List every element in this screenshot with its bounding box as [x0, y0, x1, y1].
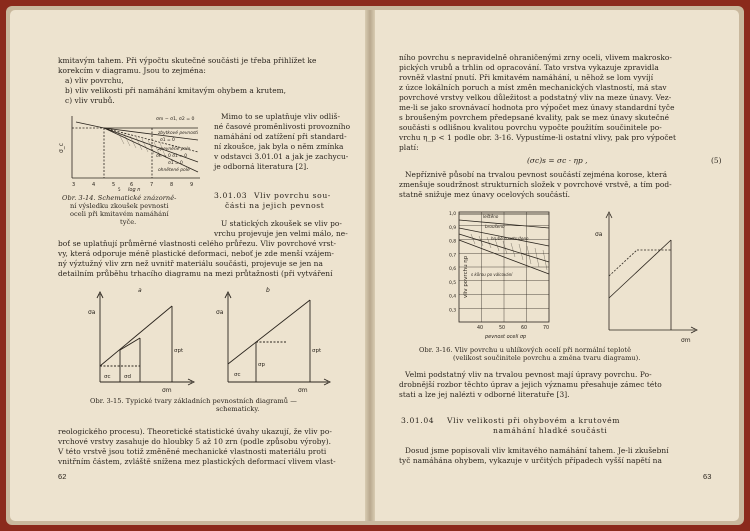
figure-caption: tyče.: [120, 218, 137, 226]
tick-label: 50: [499, 326, 506, 331]
axis-label-y: vliv povrchu ηp: [463, 255, 469, 298]
text-line: statně snižuje mez únavy ocelových součástí.: [399, 190, 571, 199]
chart-label: zpevněné pole: [158, 147, 191, 152]
chart-label: σc: [104, 374, 111, 380]
left-page: [10, 10, 365, 521]
section-number: 3.01.03: [214, 191, 248, 200]
chart-label: σd: [124, 374, 131, 380]
tick-label: 60: [521, 326, 528, 331]
text-line: Dosud jsme popisovali vliv kmitavého namáhání tahem. Je-li zkušební: [405, 446, 669, 455]
text-line: kmitavým tahem. Při výpočtu skutečné součásti je třeba přihlížet ke: [58, 56, 317, 65]
chart-label: σc: [234, 372, 241, 378]
list-item: a) vliv povrchu,: [65, 76, 124, 85]
text-line: reologického procesu). Theoretické statistické úvahy ukazují, že vliv po-: [58, 427, 332, 436]
page-number: 62: [58, 472, 67, 481]
tick-label: 1,0: [449, 212, 457, 217]
text-line: je odborná literatura [2].: [214, 162, 309, 171]
text-line: stati a lze jej nalézti v odborné literatuře [3].: [399, 390, 570, 399]
tick-label: 0,5: [449, 280, 457, 286]
subfigure-label-b: b: [266, 287, 270, 294]
text-line: povrchové vrstvy velkou důležitost a podstatný vliv na meze únavy. Vez-: [399, 93, 672, 102]
list-item: b) vliv velikosti při namáhání kmitavým ohybem a krutem,: [65, 86, 287, 95]
chart-label: σ1 = 0: [160, 138, 175, 143]
chart-label: σpt: [174, 348, 184, 354]
figure-3-15: [60, 282, 350, 394]
curve-label: s kůrou po válcování: [471, 272, 513, 277]
right-page: [375, 10, 739, 521]
figure-3-16: [441, 206, 703, 344]
formula-number: (5): [711, 156, 722, 165]
axis-label-x: pevnost oceli σp: [485, 334, 527, 340]
chart-label: σ1 = 0: [168, 161, 183, 166]
section-number: 3.01.04: [401, 416, 435, 425]
tick-exponent: 5: [118, 187, 121, 192]
text-line: v odstavci 3.01.01 a jak je zachycu-: [214, 152, 349, 161]
text-line: U statických zkoušek se vliv po-: [221, 219, 342, 228]
figure-caption: Obr. 3-14. Schematické znázorně-: [62, 194, 177, 202]
axis-label-y: σa: [595, 231, 603, 238]
curve-label: leštěno: [483, 214, 499, 219]
text-line: V této vrstvě jsou totiž změněné mechanické vlastnosti materiálu proti: [58, 447, 327, 456]
formula: (σc)s = σc · ηp ,: [527, 156, 588, 165]
text-line: s broušeným povrchem předepsané kvality, pak se mez únavy skutečné: [399, 113, 670, 122]
book-gutter: [365, 10, 375, 521]
axis-label-y: σa: [88, 309, 96, 316]
tick-label: 0,6: [449, 267, 457, 272]
text-line: boť se uplatňují průměrné vlastnosti celého průřezu. Vliv povrchové vrst-: [58, 239, 337, 248]
figure-caption: (velikost součinitele povrchu a změna tvaru diagramu).: [453, 354, 641, 362]
tick-label: 6: [130, 182, 134, 188]
chart-label: zbytkové pevnosti: [158, 131, 199, 136]
section-title: Vliv velikosti při ohybovém a krutovém: [447, 416, 621, 425]
text-line: vrchu η_p < 1 podle obr. 3-16. Vypustíme-li ostatní vlivy, pak pro výpočet: [399, 133, 676, 142]
axis-label-y: σ_c: [58, 142, 65, 153]
tick-label: 0,7: [449, 253, 457, 259]
section-title: části na jejich pevnost: [225, 201, 325, 210]
text-line: Nepříznivě působí na trvalou pevnost součástí zejména korose, která: [405, 170, 668, 179]
section-title: namáhání hladké součásti: [493, 426, 608, 435]
text-line: vnitřním částem, zvláště snížena mez plastických deformací vlivem vlast-: [58, 457, 336, 466]
figure-caption: oceli při kmitavém namáhání: [70, 210, 169, 218]
figure-3-14: [58, 110, 210, 192]
text-line: vrchové vrstvy zasahuje do hloubky 5 až 10 zrn (podle způsobu výroby).: [58, 437, 332, 446]
text-line: ního povrchu s nepravidelně ohraničenými zrny oceli, vlivem makrosko-: [399, 53, 672, 62]
text-line: namáhání od zatížení při standard-: [214, 132, 347, 141]
text-line: platí:: [399, 143, 419, 152]
axis-label-x: σm: [298, 387, 308, 394]
text-line: Velmi podstatný vliv na trvalou pevnost mají úpravy povrchu. Po-: [405, 370, 652, 379]
figure-caption: Obr. 3-16. Vliv povrchu u uhlíkových ocelí při normální teplotě: [419, 346, 632, 354]
text-line: vrchu projevuje jen velmi málo, ne-: [214, 229, 348, 238]
page-number: 63: [703, 472, 712, 481]
text-line: ní zkoušce, jak byla o něm zmínka: [214, 142, 344, 151]
text-line: zmenšuje soudržnost strukturních složek v povrchové vrstvě, a tím pod-: [399, 180, 672, 189]
tick-label: 0,9: [449, 225, 457, 231]
tick-label: 0,3: [449, 308, 457, 314]
curve-label: hrubě soustruženo: [491, 236, 529, 241]
text-line: né časové proměnlivosti provozního: [214, 122, 351, 131]
chart-label: σm − σ1, σ2 = 0: [156, 117, 195, 122]
text-line: tyč namáhána ohybem, vykazuje v určitých případech vyšší napětí na: [399, 456, 662, 465]
figure-caption: ní výsledku zkoušek pevnosti: [70, 202, 169, 210]
curve-label: broušeno: [485, 224, 505, 229]
text-line: rovněž vlastní pnutí. Při kmitavém namáhání, u něhož se lom vyvíjí: [399, 73, 654, 82]
chart-label: σp: [258, 362, 265, 368]
book-spread: [6, 6, 744, 525]
tick-label: 9: [190, 182, 194, 188]
text-line: detailním průběhu trhacího diagramu na mezi průtažnosti (při vytváření: [58, 269, 333, 278]
axis-label-x: log n: [128, 187, 141, 192]
text-line: Mimo to se uplatňuje vliv odliš-: [221, 112, 341, 121]
chart-label: ohnětené pole: [158, 168, 190, 173]
tick-label: 5: [112, 182, 116, 188]
tick-label: 7: [150, 182, 154, 188]
subfigure-label-a: a: [138, 287, 142, 294]
chart-label: σh = 0 σ1 = 0: [156, 154, 188, 159]
tick-label: 3: [72, 182, 76, 188]
axis-label-x: σm: [681, 337, 691, 344]
tick-label: 70: [543, 326, 550, 331]
text-line: korekcím v diagramu. Jsou to zejména:: [58, 66, 206, 75]
tick-label: 4: [92, 182, 96, 188]
text-line: drobnější rozbor těchto úprav a jejich významu přesahuje zámec této: [399, 380, 662, 389]
figure-caption: Obr. 3-15. Typické tvary základních pevnostních diagramů —: [90, 397, 297, 405]
axis-label-x: σm: [162, 387, 172, 394]
axis-label-y: σa: [216, 309, 224, 316]
text-line: z úzce lokálních poruch a míst změn mechanických vlastností, má stav: [399, 83, 667, 92]
text-line: ný výztužný vliv zrn než uvnitř materiálu součásti, projevuje se jen na: [58, 259, 323, 268]
text-line: pických vrubů a trhlin od opracování. Tato vrstva vykazuje zpravidla: [399, 63, 659, 72]
section-title: Vliv povrchu sou-: [254, 191, 331, 200]
chart-label: σpt: [312, 348, 322, 354]
figure-caption: schematicky.: [216, 405, 260, 413]
text-line: vy, která odporuje méně plastické deformaci, neboť je zde menší vzájem-: [58, 249, 334, 258]
list-item: c) vliv vrubů.: [65, 96, 115, 105]
tick-label: 0,8: [449, 239, 457, 245]
text-line: součásti s odlišnou kvalitou povrchu vypočte použitím součinitele po-: [399, 123, 662, 132]
tick-label: 8: [170, 182, 174, 188]
text-line: me-li se jako srovnávací hodnota pro výpočet mez únavy standardní tyče: [399, 103, 675, 112]
tick-label: 0,4: [449, 294, 457, 300]
tick-label: 40: [477, 326, 484, 331]
